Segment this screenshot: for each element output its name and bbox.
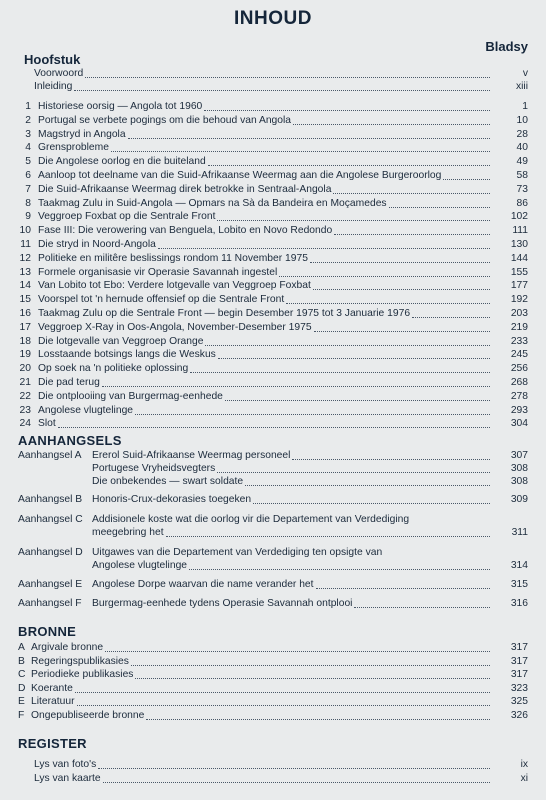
appendix-title: Addisionele koste wat die oorlog vir die Departement van Verdediging	[92, 514, 410, 525]
appendix-label: Aanhangsel C	[18, 514, 83, 525]
chapter-entry	[0, 362, 528, 375]
source-title: Literatuur	[31, 696, 75, 708]
appendix-entry	[0, 475, 528, 488]
page-number: 308	[510, 463, 528, 474]
chapter-entry	[0, 252, 528, 265]
page-number: 268	[510, 377, 528, 388]
chapter-title: Op soek na 'n politieke oplossing	[38, 363, 189, 375]
dot-leader	[412, 307, 490, 318]
page-number: 311	[511, 527, 528, 538]
sources-heading: BRONNE	[18, 624, 77, 639]
page-number: 28	[516, 128, 528, 140]
chapter-entry	[0, 169, 528, 182]
front-matter-entry	[0, 67, 528, 80]
page-number: 256	[510, 363, 528, 375]
page-number: 102	[510, 211, 528, 223]
page-number: 304	[510, 418, 528, 430]
dot-leader	[313, 279, 490, 290]
page-number: 309	[510, 494, 528, 505]
dot-leader	[77, 695, 490, 706]
dot-leader	[105, 641, 490, 652]
chapter-title: Voorspel tot 'n hernude offensief op die Sentrale Front	[38, 294, 285, 306]
page-number: 314	[510, 560, 528, 571]
chapter-title: Slot	[38, 418, 56, 430]
chapter-title: Die lotgevalle van Veggroep Orange	[38, 335, 204, 347]
page-number: 58	[516, 170, 528, 181]
page-number: v	[522, 68, 528, 79]
dot-leader	[98, 758, 490, 769]
dot-leader	[158, 238, 490, 249]
appendix-title: Die onbekendes — swart soldate	[92, 476, 244, 487]
chapter-column-header: Hoofstuk	[24, 52, 81, 67]
page-number: 177	[510, 280, 528, 292]
source-letter: A	[18, 642, 25, 653]
page-number: 155	[510, 266, 528, 278]
chapter-number: 20	[19, 363, 31, 375]
source-entry	[0, 668, 528, 681]
appendix-title: Portugese Vryheidsvegters	[92, 463, 216, 474]
dot-leader	[314, 321, 490, 332]
chapter-entry	[0, 293, 528, 306]
page-number: 10	[516, 114, 528, 126]
dot-leader	[58, 417, 490, 428]
source-title: Ongepubliseerde bronne	[31, 710, 145, 721]
register-heading: REGISTER	[18, 736, 87, 751]
chapter-title: Die Suid-Afrikaanse Weermag direk betrokke in Sentraal-Angola	[38, 183, 332, 195]
chapter-title: Politieke en militêre beslissings rondom 11 November 1975	[38, 252, 308, 264]
appendix-label: Aanhangsel A	[18, 450, 82, 461]
chapter-number: 11	[20, 239, 31, 250]
front-matter-entry	[0, 80, 528, 93]
chapter-number: 21	[19, 377, 31, 388]
chapter-entry	[0, 390, 528, 403]
dot-leader	[293, 114, 490, 125]
chapter-number: 19	[19, 349, 31, 361]
chapter-number: 6	[25, 170, 31, 181]
dot-leader	[190, 362, 490, 373]
dot-leader	[316, 578, 490, 589]
dot-leader	[189, 559, 490, 570]
chapter-entry	[0, 210, 528, 223]
chapter-number: 10	[19, 225, 31, 237]
appendix-title: Ererol Suid-Afrikaanse Weermag personeel	[92, 450, 291, 461]
chapter-entry	[0, 404, 528, 417]
dot-leader	[102, 376, 490, 387]
dot-leader	[253, 493, 490, 504]
dot-leader	[205, 335, 490, 346]
dot-leader	[74, 80, 490, 91]
appendix-entry	[0, 462, 528, 475]
chapter-title: Losstaande botsings langs die Weskus	[38, 349, 216, 361]
chapter-entry	[0, 307, 528, 320]
dot-leader	[75, 682, 490, 693]
appendix-title: Burgermag-eenhede tydens Operasie Savannah ontplooi	[92, 598, 353, 609]
appendix-title: Honoris-Crux-dekorasies toegeken	[92, 494, 252, 505]
source-title: Periodieke publikasies	[31, 669, 134, 681]
dot-leader	[286, 293, 490, 304]
source-entry	[0, 655, 528, 668]
page-number: xiii	[515, 81, 528, 92]
chapter-number: 22	[19, 390, 31, 402]
page-number: 326	[510, 710, 528, 721]
front-matter-label: Voorwoord	[34, 68, 84, 79]
page-number: 1	[522, 101, 528, 112]
chapter-number: 18	[19, 335, 31, 347]
chapter-number: 9	[25, 211, 31, 223]
appendix-entry	[0, 513, 528, 526]
source-entry	[0, 709, 528, 722]
chapter-number: 13	[19, 266, 31, 278]
source-letter: E	[18, 696, 25, 708]
appendix-label: Aanhangsel E	[18, 579, 83, 590]
chapter-title: Magstryd in Angola	[38, 128, 126, 140]
appendix-entry	[0, 526, 528, 539]
page-number: 317	[510, 655, 528, 667]
chapter-title: Portugal se verbete pogings om die behoud van Angola	[38, 114, 292, 126]
dot-leader	[225, 390, 490, 401]
chapter-number: 12	[19, 252, 31, 264]
chapter-number: 24	[19, 418, 31, 430]
dot-leader	[333, 183, 490, 194]
page-number: 245	[510, 349, 528, 361]
chapter-entry	[0, 128, 528, 141]
dot-leader	[135, 668, 490, 679]
dot-leader	[354, 597, 490, 608]
dot-leader	[334, 224, 490, 235]
appendix-label: Aanhangsel D	[18, 547, 83, 558]
appendix-title: meegebring het	[92, 527, 164, 538]
appendix-entry	[0, 493, 528, 506]
dot-leader	[279, 266, 490, 277]
source-letter: D	[18, 682, 26, 694]
chapter-title: Van Lobito tot Ebo: Verdere lotgevalle van Veggroep Foxbat	[38, 280, 311, 292]
chapter-title: Taakmag Zulu op die Sentrale Front — begin Desember 1975 tot 3 Januarie 1976	[38, 308, 411, 319]
dot-leader	[389, 197, 490, 208]
page-column-header: Bladsy	[485, 39, 528, 54]
dot-leader	[128, 128, 490, 139]
chapter-number: 1	[25, 101, 31, 112]
chapter-number: 8	[25, 197, 31, 209]
dot-leader	[146, 709, 490, 720]
front-matter-label: Inleiding	[34, 81, 73, 92]
appendix-label: Aanhangsel B	[18, 494, 83, 505]
dot-leader	[204, 100, 490, 111]
page-number: 130	[510, 239, 528, 250]
page-number: 308	[510, 476, 528, 487]
dot-leader	[218, 348, 490, 359]
dot-leader	[135, 404, 490, 415]
chapter-entry	[0, 197, 528, 210]
source-letter: C	[18, 669, 26, 681]
page-number: 192	[510, 294, 528, 306]
source-letter: B	[18, 655, 25, 667]
chapter-number: 14	[19, 280, 31, 292]
dot-leader	[443, 169, 490, 180]
dot-leader	[131, 655, 490, 666]
dot-leader	[217, 210, 490, 221]
page-number: 316	[510, 598, 528, 609]
dot-leader	[245, 475, 490, 486]
page-number: 40	[516, 142, 528, 154]
appendix-entry	[0, 546, 528, 559]
dot-leader	[217, 462, 490, 473]
source-entry	[0, 682, 528, 695]
page-number: 86	[516, 197, 528, 209]
page-number: 323	[510, 682, 528, 694]
chapter-title: Veggroep X-Ray in Oos-Angola, November-Desember 1975	[38, 321, 312, 333]
page-number: 317	[510, 669, 528, 681]
chapter-entry	[0, 155, 528, 168]
chapter-title: Fase III: Die verowering van Benguela, Lobito en Novo Redondo	[38, 225, 333, 237]
appendix-title: Angolese Dorpe waarvan die name verander het	[92, 579, 314, 590]
chapter-entry	[0, 266, 528, 279]
page-number: 278	[510, 390, 528, 402]
chapter-title: Aanloop tot deelname van die Suid-Afrikaanse Weermag aan die Angolese Burgeroorlog	[38, 170, 442, 181]
chapter-entry	[0, 321, 528, 334]
register-title: Lys van foto's	[34, 759, 97, 770]
chapter-entry	[0, 100, 528, 113]
chapter-title: Die Angolese oorlog en die buiteland	[38, 156, 206, 168]
appendix-entry	[0, 597, 528, 610]
chapter-title: Veggroep Foxbat op die Sentrale Front	[38, 211, 216, 223]
appendix-title: Angolese vlugtelinge	[92, 560, 188, 571]
chapter-entry	[0, 114, 528, 127]
chapter-entry	[0, 417, 528, 430]
appendix-label: Aanhangsel F	[18, 598, 82, 609]
appendices-heading: AANHANGSELS	[18, 433, 122, 448]
chapter-entry	[0, 238, 528, 251]
chapter-number: 16	[19, 308, 31, 319]
chapter-number: 23	[19, 404, 31, 416]
chapter-number: 17	[19, 321, 31, 333]
chapter-number: 4	[25, 142, 31, 154]
register-title: Lys van kaarte	[34, 773, 101, 784]
chapter-entry	[0, 348, 528, 361]
chapter-number: 5	[25, 156, 31, 168]
dot-leader	[85, 67, 490, 78]
register-entry	[0, 758, 528, 771]
page-number: 233	[510, 335, 528, 347]
source-title: Argivale bronne	[31, 642, 104, 653]
source-title: Koerante	[31, 682, 73, 694]
chapter-title: Die pad terug	[38, 377, 100, 388]
source-title: Regeringspublikasies	[31, 655, 129, 667]
register-entry	[0, 772, 528, 785]
source-letter: F	[18, 710, 25, 721]
chapter-entry	[0, 141, 528, 154]
page-title: INHOUD	[234, 8, 312, 29]
chapter-title: Angolese vlugtelinge	[38, 404, 134, 416]
page-number: 144	[510, 252, 528, 264]
dot-leader	[103, 772, 490, 783]
page-number: 49	[516, 156, 528, 168]
chapter-number: 3	[25, 128, 31, 140]
chapter-title: Grensprobleme	[38, 142, 109, 154]
page-number: 325	[510, 696, 528, 708]
chapter-entry	[0, 183, 528, 196]
dot-leader	[292, 449, 490, 460]
appendix-entry	[0, 559, 528, 572]
page-number: 111	[512, 225, 528, 237]
appendix-title: Uitgawes van die Departement van Verdediging ten opsigte van	[92, 547, 383, 558]
page-number: 203	[510, 308, 528, 319]
chapter-number: 7	[25, 183, 31, 195]
chapter-number: 15	[19, 294, 31, 306]
chapter-entry	[0, 224, 528, 237]
page-number: 307	[510, 450, 528, 461]
page-number: 73	[516, 183, 528, 195]
chapter-title: Die stryd in Noord-Angola	[38, 239, 156, 250]
dot-leader	[111, 141, 490, 152]
page-number: 219	[510, 321, 528, 333]
page-number: xi	[520, 773, 528, 784]
page-number: 317	[510, 642, 528, 653]
appendix-entry	[0, 578, 528, 591]
chapter-entry	[0, 279, 528, 292]
page-number: ix	[520, 759, 528, 770]
dot-leader	[310, 252, 490, 263]
source-entry	[0, 641, 528, 654]
chapter-title: Historiese oorsig — Angola tot 1960	[38, 101, 203, 112]
page-number: 293	[510, 404, 528, 416]
source-entry	[0, 695, 528, 708]
dot-leader	[208, 155, 490, 166]
chapter-entry	[0, 335, 528, 348]
chapter-title: Die ontplooiing van Burgermag-eenhede	[38, 390, 223, 402]
chapter-entry	[0, 376, 528, 389]
appendix-entry	[0, 449, 528, 462]
dot-leader	[166, 526, 490, 537]
chapter-number: 2	[25, 114, 31, 126]
chapter-title: Formele organisasie vir Operasie Savannah ingestel	[38, 266, 278, 278]
chapter-title: Taakmag Zulu in Suid-Angola — Opmars na Sà da Bandeira en Moçamedes	[38, 197, 387, 209]
page-number: 315	[510, 579, 528, 590]
